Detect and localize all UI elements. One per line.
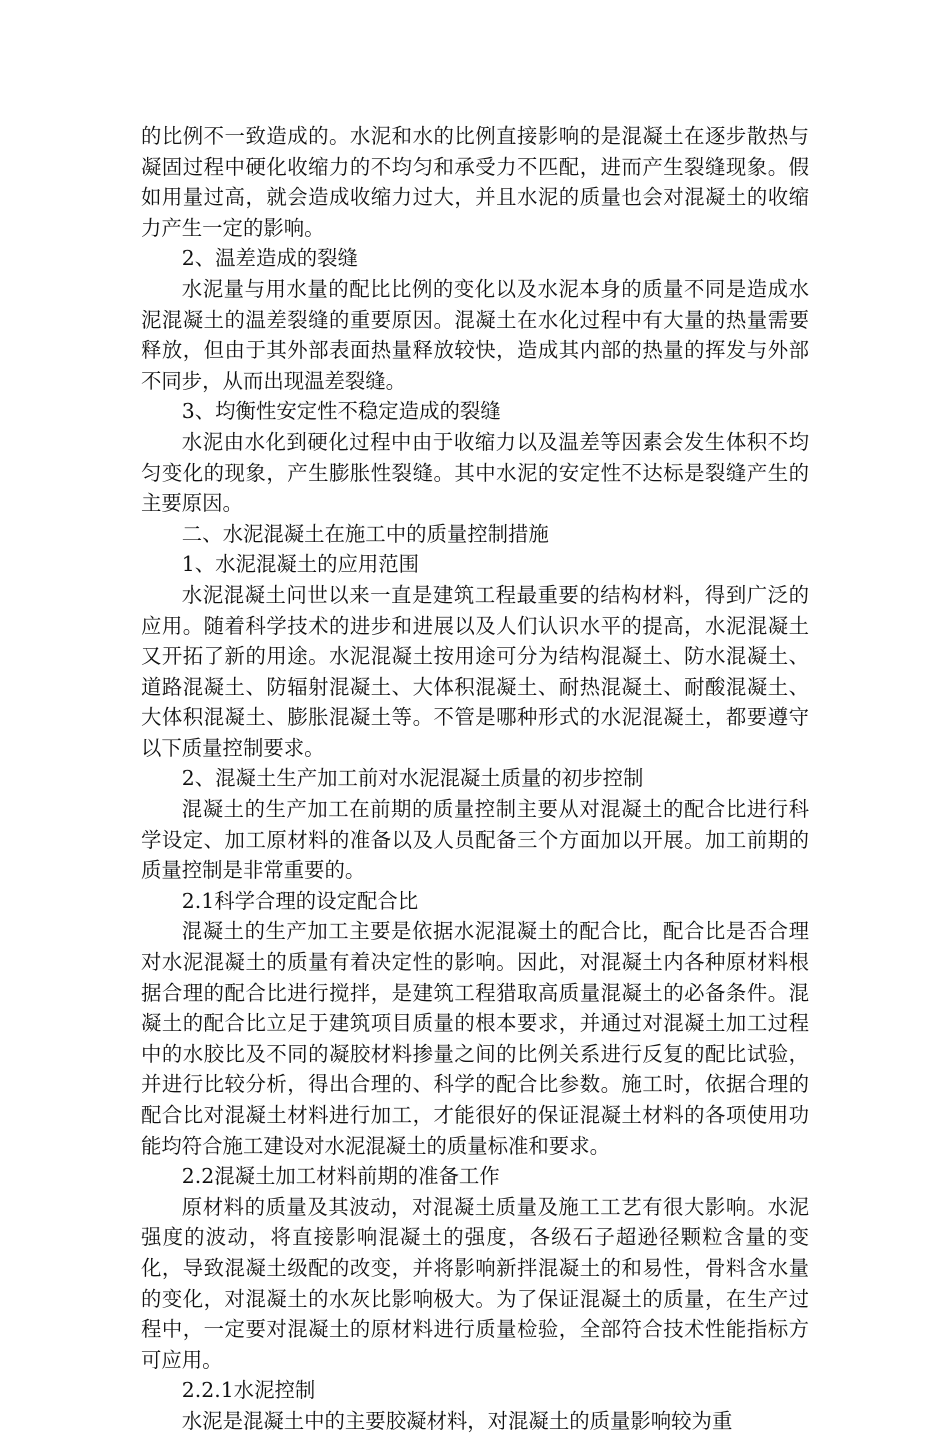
paragraph-preliminary-control: 混凝土的生产加工在前期的质量控制主要从对混凝土的配合比进行科学设定、加工原材料的准备以及人员配备三个方面加以开展。加工前期的质量控制是非常重要的。	[141, 797, 809, 883]
heading-cement-control: 2.2.1水泥控制	[181, 1378, 316, 1403]
heading-stability-cracks: 3、均衡性安定性不稳定造成的裂缝	[181, 399, 501, 424]
heading-preliminary-control: 2、混凝土生产加工前对水泥混凝土质量的初步控制	[181, 766, 644, 791]
heading-mix-ratio: 2.1科学合理的设定配合比	[181, 888, 419, 913]
paragraph-mix-ratio: 混凝土的生产加工主要是依据水泥混凝土的配合比，配合比是否合理对水泥混凝土的质量有着决定性的影响。因此，对混凝土内各种原材料根据合理的配合比进行搅拌，是建筑工程猎取高质量混凝土的必备条件。混凝土的配合比立足于建筑项目质量的根本要求，并通过对混凝土加工过程中的水胶比及不同的凝胶材料掺量之间的比例关系进行反复的配比试验，并进行比较分析，得出合理的、科学的配合比参数。施工时，依据合理的配合比对混凝土材料进行加工，才能很好的保证混凝土材料的各项使用功能均符合施工建设对水泥混凝土的质量标准和要求。	[141, 919, 809, 1158]
paragraph-stability-cracks: 水泥由水化到硬化过程中由于收缩力以及温差等因素会发生体积不均匀变化的现象，产生膨胀性裂缝。其中水泥的安定性不达标是裂缝产生的主要原因。	[141, 429, 809, 516]
paragraph-temperature-cracks: 水泥量与用水量的配比比例的变化以及水泥本身的质量不同是造成水泥混凝土的温差裂缝的重要原因。混凝土在水化过程中有大量的热量需要释放，但由于其外部表面热量释放较快，造成其内部的热量的挥发与外部不同步，从而出现温差裂缝。	[141, 276, 809, 393]
document-page	[141, 121, 809, 1437]
paragraph-material-preparation: 原材料的质量及其波动，对混凝土质量及施工工艺有很大影响。水泥强度的波动，将直接影响混凝土的强度，各级石子超逊径颗粒含量的变化，导致混凝土级配的改变，并将影响新拌混凝土的和易性，骨料含水量的变化，对混凝土的水灰比影响极大。为了保证混凝土的质量，在生产过程中，一定要对混凝土的原材料进行质量检验，全部符合技术性能指标方可应用。	[141, 1194, 809, 1372]
paragraph-cement-water-ratio: 的比例不一致造成的。水泥和水的比例直接影响的是混凝土在逐步散热与凝固过程中硬化收缩力的不均匀和承受力不匹配，进而产生裂缝现象。假如用量过高，就会造成收缩力过大，并且水泥的质量也会对混凝土的收缩力产生一定的影响。	[141, 124, 809, 240]
heading-temperature-cracks: 2、温差造成的裂缝	[181, 246, 358, 271]
paragraph-cement-control: 水泥是混凝土中的主要胶凝材料，对混凝土的质量影响较为重	[181, 1408, 733, 1433]
heading-quality-control-measures: 二、水泥混凝土在施工中的质量控制措施	[181, 521, 549, 546]
paragraph-application-scope: 水泥混凝土问世以来一直是建筑工程最重要的结构材料，得到广泛的应用。随着科学技术的进步和进展以及人们认识水平的提高，水泥混凝土又开拓了新的用途。水泥混凝土按用途可分为结构混凝土、防水混凝土、道路混凝土、防辐射混凝土、大体积混凝土、耐热混凝土、耐酸混凝土、大体积混凝土、膨胀混凝土等。不管是哪种形式的水泥混凝土，都要遵守以下质量控制要求。	[141, 582, 809, 760]
heading-application-scope: 1、水泥混凝土的应用范围	[181, 552, 420, 577]
heading-material-preparation: 2.2混凝土加工材料前期的准备工作	[181, 1164, 500, 1189]
